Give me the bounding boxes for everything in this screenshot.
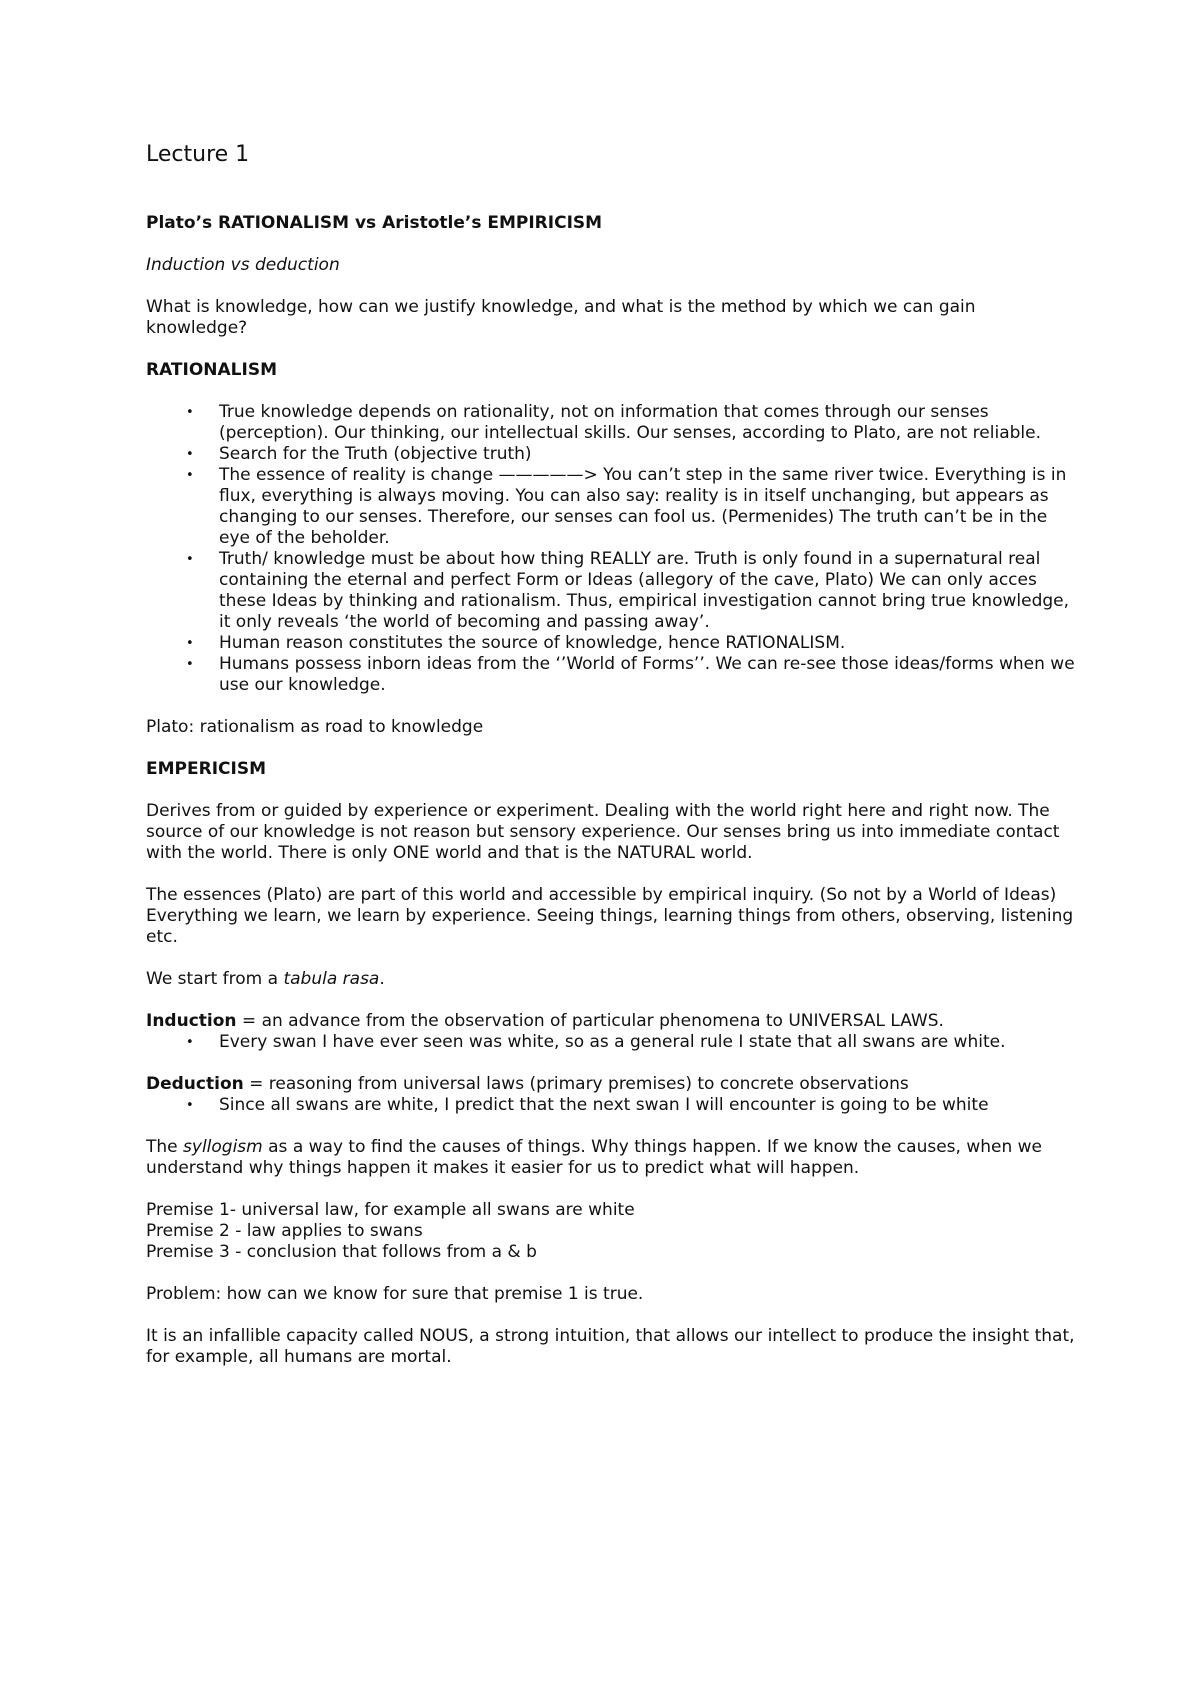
list-item: • The essence of reality is change —————> You can’t step in the same river twice. Everything is in flux, everything is always moving. You can also say: reality is in itself unchanging, but appears as changing to our senses. Therefore, our senses can fool us. (Permenides) The truth can’t be in the eye of the beholder. [146,465,1076,549]
induction-definition [146,1011,1076,1032]
document-body [146,213,1076,1389]
list-item: • Search for the Truth (objective truth) [146,444,1076,465]
syllogism-paragraph [146,1137,1076,1179]
rationalism-heading: RATIONALISM [146,360,278,380]
tabula-rasa-paragraph [146,969,1076,990]
list-item: • Humans possess inborn ideas from the ‘’World of Forms’’. We can re-see those ideas/forms when we use our knowledge. [146,654,1076,696]
premise-2: Premise 2 - law applies to swans [146,1221,423,1241]
induction-list [146,1032,1076,1053]
list-item: • Since all swans are white, I predict that the next swan I will encounter is going to be white [146,1095,1076,1116]
empiricism-heading: EMPERICISM [146,759,266,779]
empiricism-paragraph-1: Derives from or guided by experience or experiment. Dealing with the world right here and right now. The source of our knowledge is not reason but sensory experience. Our senses bring us into immediate contact with the world. There is only ONE world and that is the NATURAL world. [146,801,1060,863]
list-item: • True knowledge depends on rationality, not on information that comes through our senses (perception). Our thinking, our intellectual skills. Our senses, according to Plato, are not reliable. [146,402,1076,444]
empiricism-paragraph-3: Everything we learn, we learn by experience. Seeing things, learning things from others, observing, listening etc. [146,906,1074,947]
deduction-definition [146,1074,1076,1095]
list-item: • Human reason constitutes the source of knowledge, hence RATIONALISM. [146,633,1076,654]
deduction-text: = reasoning from universal laws (primary premises) to concrete observations [243,1074,909,1094]
premise-3: Premise 3 - conclusion that follows from a & b [146,1242,537,1262]
problem-paragraph: Problem: how can we know for sure that premise 1 is true. [146,1284,644,1304]
list-item: • Every swan I have ever seen was white, so as a general rule I state that all swans are white. [146,1032,1076,1053]
nous-paragraph: It is an infallible capacity called NOUS, a strong intuition, that allows our intellect to produce the insight that, for example, all humans are mortal. [146,1326,1075,1367]
subheading: Induction vs deduction [146,255,340,275]
syllogism-text: as a way to find the causes of things. Why things happen. If we know the causes, when we understand why things happen it makes it easier for us to predict what will happen. [146,1137,1043,1178]
induction-term: Induction [146,1011,237,1031]
main-heading: Plato’s RATIONALISM vs Aristotle’s EMPIRICISM [146,213,603,233]
rationalism-list [146,402,1076,696]
page-title: Lecture 1 [146,142,250,167]
syllogism-term: syllogism [183,1137,263,1157]
tabula-suffix: . [379,969,385,989]
deduction-term: Deduction [146,1074,244,1094]
premise-1: Premise 1- universal law, for example all swans are white [146,1200,635,1220]
rationalism-summary: Plato: rationalism as road to knowledge [146,717,484,737]
induction-text: = an advance from the observation of particular phenomena to UNIVERSAL LAWS. [236,1011,944,1031]
intro-paragraph: What is knowledge, how can we justify knowledge, and what is the method by which we can gain knowledge? [146,297,976,338]
tabula-rasa-term: tabula rasa [283,969,380,989]
list-item: • Truth/ knowledge must be about how thing REALLY are. Truth is only found in a supernatural real containing the eternal and perfect Form or Ideas (allegory of the cave, Plato) We can only acces these Ideas by thinking and rationalism. Thus, empirical investigation cannot bring true knowledge, it only reveals ‘the world of becoming and passing away’. [146,549,1076,633]
syllogism-prefix: The [146,1137,184,1157]
tabula-prefix: We start from a [146,969,284,989]
empiricism-paragraph-2: The essences (Plato) are part of this world and accessible by empirical inquiry. (So not by a World of Ideas) [146,885,1057,905]
deduction-list [146,1095,1076,1116]
